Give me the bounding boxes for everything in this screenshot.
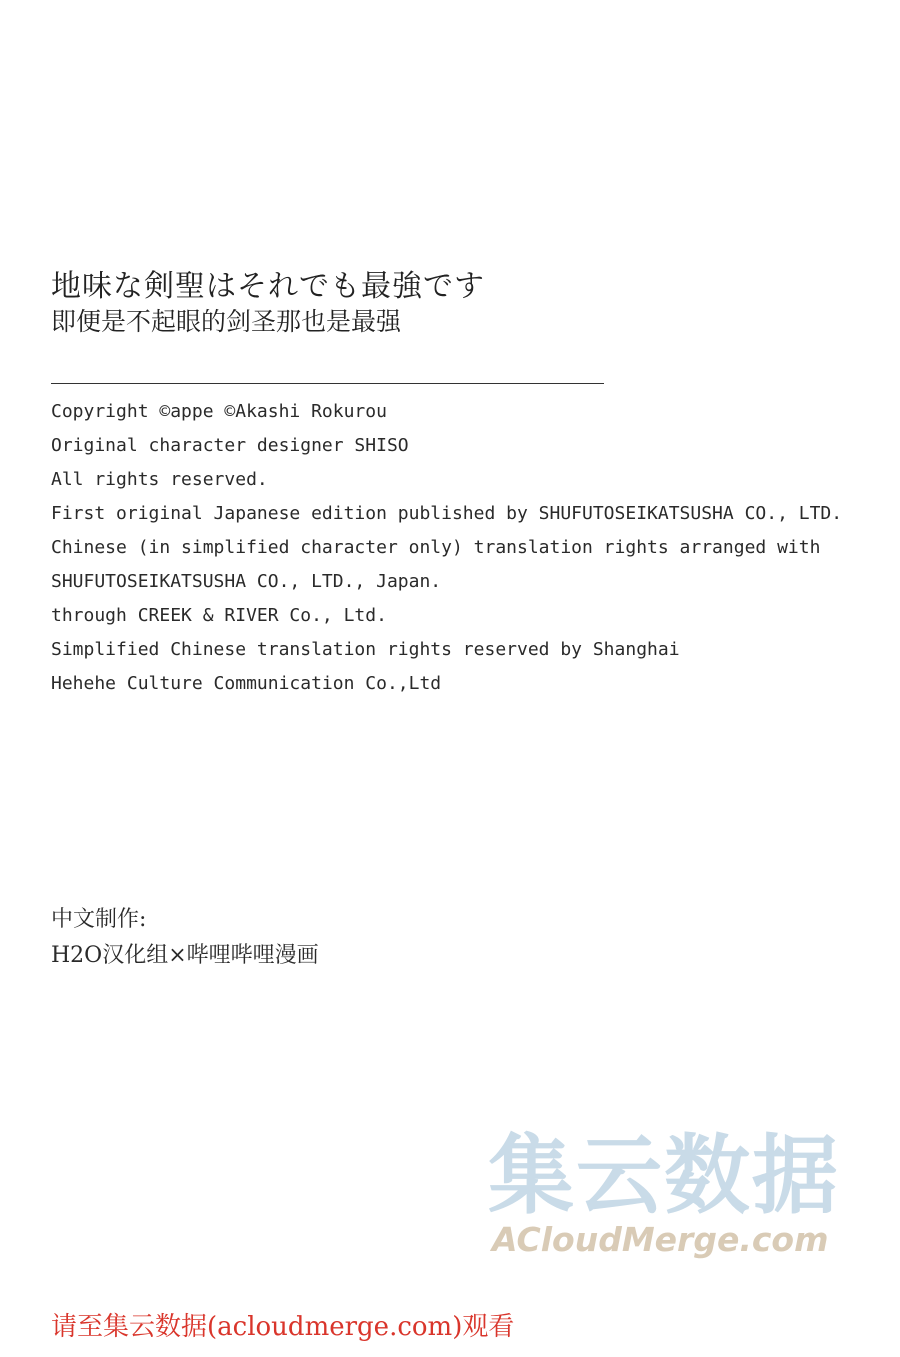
production-label: 中文制作: [51, 907, 147, 932]
credit-line: Copyright ©appe ©Akashi Rokurou [51, 401, 387, 422]
credit-line: Simplified Chinese translation rights reserved by Shanghai [51, 639, 680, 660]
divider [51, 383, 604, 384]
production-groups: H2O汉化组×哔哩哔哩漫画 [51, 943, 319, 968]
watermark-chinese: 集云数据 [488, 1126, 840, 1226]
title-block [51, 268, 485, 338]
footer-note: 请至集云数据(acloudmerge.com)观看 [51, 1312, 515, 1342]
credit-line: All rights reserved. [51, 469, 268, 490]
credit-line: Chinese (in simplified character only) translation rights arranged with [51, 537, 821, 558]
credit-line: through CREEK & RIVER Co., Ltd. [51, 605, 387, 626]
credit-line: Hehehe Culture Communication Co.,Ltd [51, 673, 442, 694]
credits-list [51, 395, 842, 701]
credit-line: First original Japanese edition published by SHUFUTOSEIKATSUSHA CO., LTD. [51, 503, 843, 524]
production-credits [51, 902, 319, 974]
title-japanese: 地味な剣聖はそれでも最強です [51, 269, 485, 304]
watermark-logo [488, 1128, 888, 1268]
credit-line: SHUFUTOSEIKATSUSHA CO., LTD., Japan. [51, 571, 442, 592]
watermark-english: ACloudMerge.com [492, 1220, 829, 1259]
title-chinese: 即便是不起眼的剑圣那也是最强 [51, 307, 402, 336]
credit-line: Original character designer SHISO [51, 435, 409, 456]
